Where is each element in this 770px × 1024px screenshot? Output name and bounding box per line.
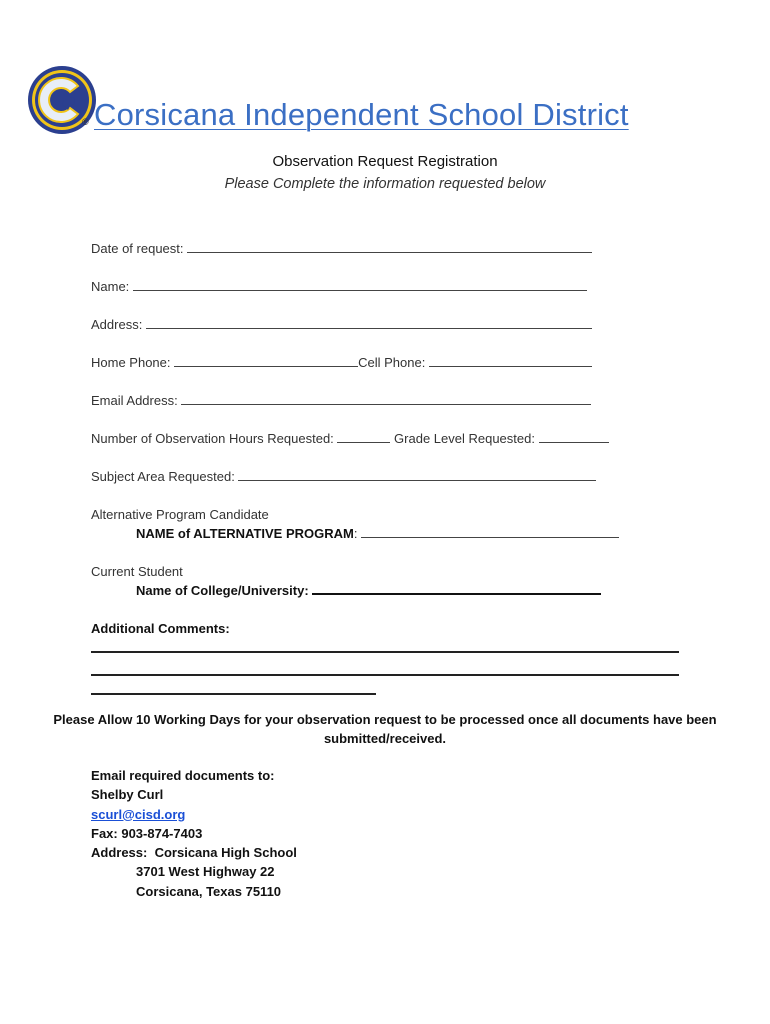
contact-block — [91, 766, 297, 901]
grade-level-label: Grade Level Requested: — [394, 431, 535, 446]
additional-comments-label: Additional Comments: — [91, 621, 230, 636]
notice-line-1: Please Allow 10 Working Days for your observation request to be processed once all documents have been — [53, 712, 717, 727]
observation-hours-blank[interactable] — [337, 432, 390, 443]
form-title: Observation Request Registration — [272, 153, 498, 170]
college-field — [136, 583, 601, 598]
address-label: Address: — [91, 317, 143, 332]
alternative-program-label: NAME of ALTERNATIVE PROGRAM — [136, 526, 354, 541]
observation-hours-label: Number of Observation Hours Requested: — [91, 431, 334, 446]
comments-line-2[interactable] — [91, 674, 679, 676]
email-field — [91, 393, 591, 408]
processing-notice — [0, 710, 770, 748]
hours-grade-row — [91, 431, 609, 446]
alternative-program-heading: Alternative Program Candidate — [91, 507, 269, 522]
date-of-request-label: Date of request: — [91, 241, 184, 256]
notice-line-2: submitted/received. — [323, 731, 447, 746]
address-city: Corsicana, Texas 75110 — [136, 883, 282, 899]
college-blank[interactable] — [312, 583, 601, 595]
college-label: Name of College/University: — [136, 583, 309, 598]
comments-line-3[interactable] — [91, 693, 376, 695]
comments-line-1[interactable] — [91, 651, 679, 653]
date-of-request-field — [91, 241, 592, 256]
address-street: 3701 West Highway 22 — [136, 864, 275, 880]
name-field — [91, 279, 587, 294]
subject-area-field — [91, 469, 596, 484]
contact-person: Shelby Curl — [91, 787, 164, 803]
name-label: Name: — [91, 279, 130, 294]
alternative-program-colon: : — [353, 526, 358, 541]
grade-level-blank[interactable] — [539, 432, 609, 443]
contact-heading: Email required documents to: — [91, 768, 275, 783]
home-phone-blank[interactable] — [174, 356, 358, 367]
subject-area-blank[interactable] — [238, 470, 596, 481]
address-school: Corsicana High School — [154, 845, 297, 861]
cell-phone-label: Cell Phone: — [358, 355, 426, 370]
phone-field-row — [91, 355, 592, 370]
alternative-program-blank[interactable] — [361, 527, 619, 538]
subject-area-label: Subject Area Requested: — [91, 469, 235, 484]
home-phone-label: Home Phone: — [91, 355, 171, 370]
form-subtitle: Please Complete the information requested below — [224, 176, 546, 192]
address-label: Address: — [91, 845, 148, 861]
district-name: Corsicana Independent School District — [94, 97, 629, 132]
date-of-request-blank[interactable] — [187, 242, 592, 253]
email-label: Email Address: — [91, 393, 178, 408]
contact-fax: Fax: 903-874-7403 — [91, 825, 203, 841]
address-field — [91, 317, 592, 332]
address-blank[interactable] — [146, 318, 592, 329]
name-blank[interactable] — [133, 280, 587, 291]
current-student-heading: Current Student — [91, 564, 183, 579]
cell-phone-blank[interactable] — [429, 356, 592, 367]
contact-address-line-1 — [91, 843, 297, 862]
alternative-program-field — [136, 526, 619, 541]
contact-email-link[interactable]: scurl@cisd.org — [91, 806, 186, 822]
registered-mark: ® — [82, 117, 89, 127]
email-blank[interactable] — [181, 394, 591, 405]
